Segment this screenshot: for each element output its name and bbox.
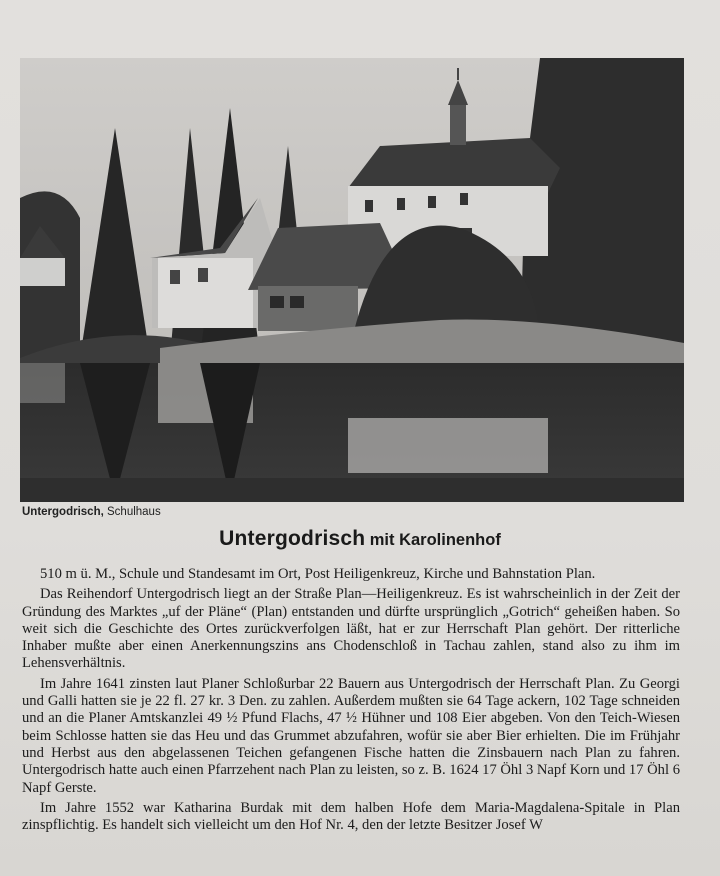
caption-place: Untergodrisch, <box>22 506 104 518</box>
heading-main: Untergodrisch <box>219 527 366 550</box>
paragraph-3: Im Jahre 1641 zinsten laut Planer Schloßurbar 22 Bauern aus Untergodrisch der Herrschaft Plan. Zu Georgi und Galli hatten sie je 22 fl. 27 kr. 3 Den. zu zahlen. Außerdem mußten sie 64 Tage ackern, 102 Tage schneiden und an die Planer Amtskanzlei 49 ½ Pfund Flachs, 47 ½ Hühner und 108 Eier abgeben. Von den Teich-Wiesen beim Schlosse hatten sie das Heu und das Grummet abzufahren, wofür sie aber Bier erhielten. Die im Frühjahr und Herbst aus den abgelassenen Teichen gefangenen Fische hatten die Zinsbauern nach Plan zu fahren. Untergodrisch hatte auch einen Pfarrzehent nach Plan zu leisten, so z. B. 1624 17 Öhl 3 Napf Korn und 17 Öhl 6 Napf Gerste. <box>22 675 680 796</box>
section-heading <box>0 527 720 551</box>
paragraph-4: Im Jahre 1552 war Katharina Burdak mit dem halben Hofe dem Maria-Magdalena-Spitale in Plan zinspflichtig. Es handelt sich vielleicht um den Hof Nr. 4, den der letzte Besitzer Josef W <box>22 799 680 834</box>
photo-caption <box>22 506 161 518</box>
caption-subject: Schulhaus <box>107 506 161 518</box>
paragraph-2: Das Reihendorf Untergodrisch liegt an der Straße Plan—Heiligenkreuz. Es ist wahrscheinlich in der Zeit der Gründung des Marktes „uf der Pläne“ (Plan) entstanden und dürfte ursprünglich „Gotrich“ geheißen haben. So weit sich die Geschichte des Ortes zurückverfolgen läßt, hat er zur Herrschaft Plan gehört. Der ritterliche Inhaber mußte aber einen Anerkennungszins ans Chodenschloß in Tachau zahlen, stand also zu ihm im Lehensverhältnis. <box>22 586 680 672</box>
paragraph-1: 510 m ü. M., Schule und Standesamt im Ort, Post Heiligenkreuz, Kirche und Bahnstation Plan. <box>40 566 596 582</box>
schoolhouse-photo <box>20 58 684 502</box>
heading-sub: mit Karolinenhof <box>369 531 501 549</box>
body-text <box>22 566 680 834</box>
